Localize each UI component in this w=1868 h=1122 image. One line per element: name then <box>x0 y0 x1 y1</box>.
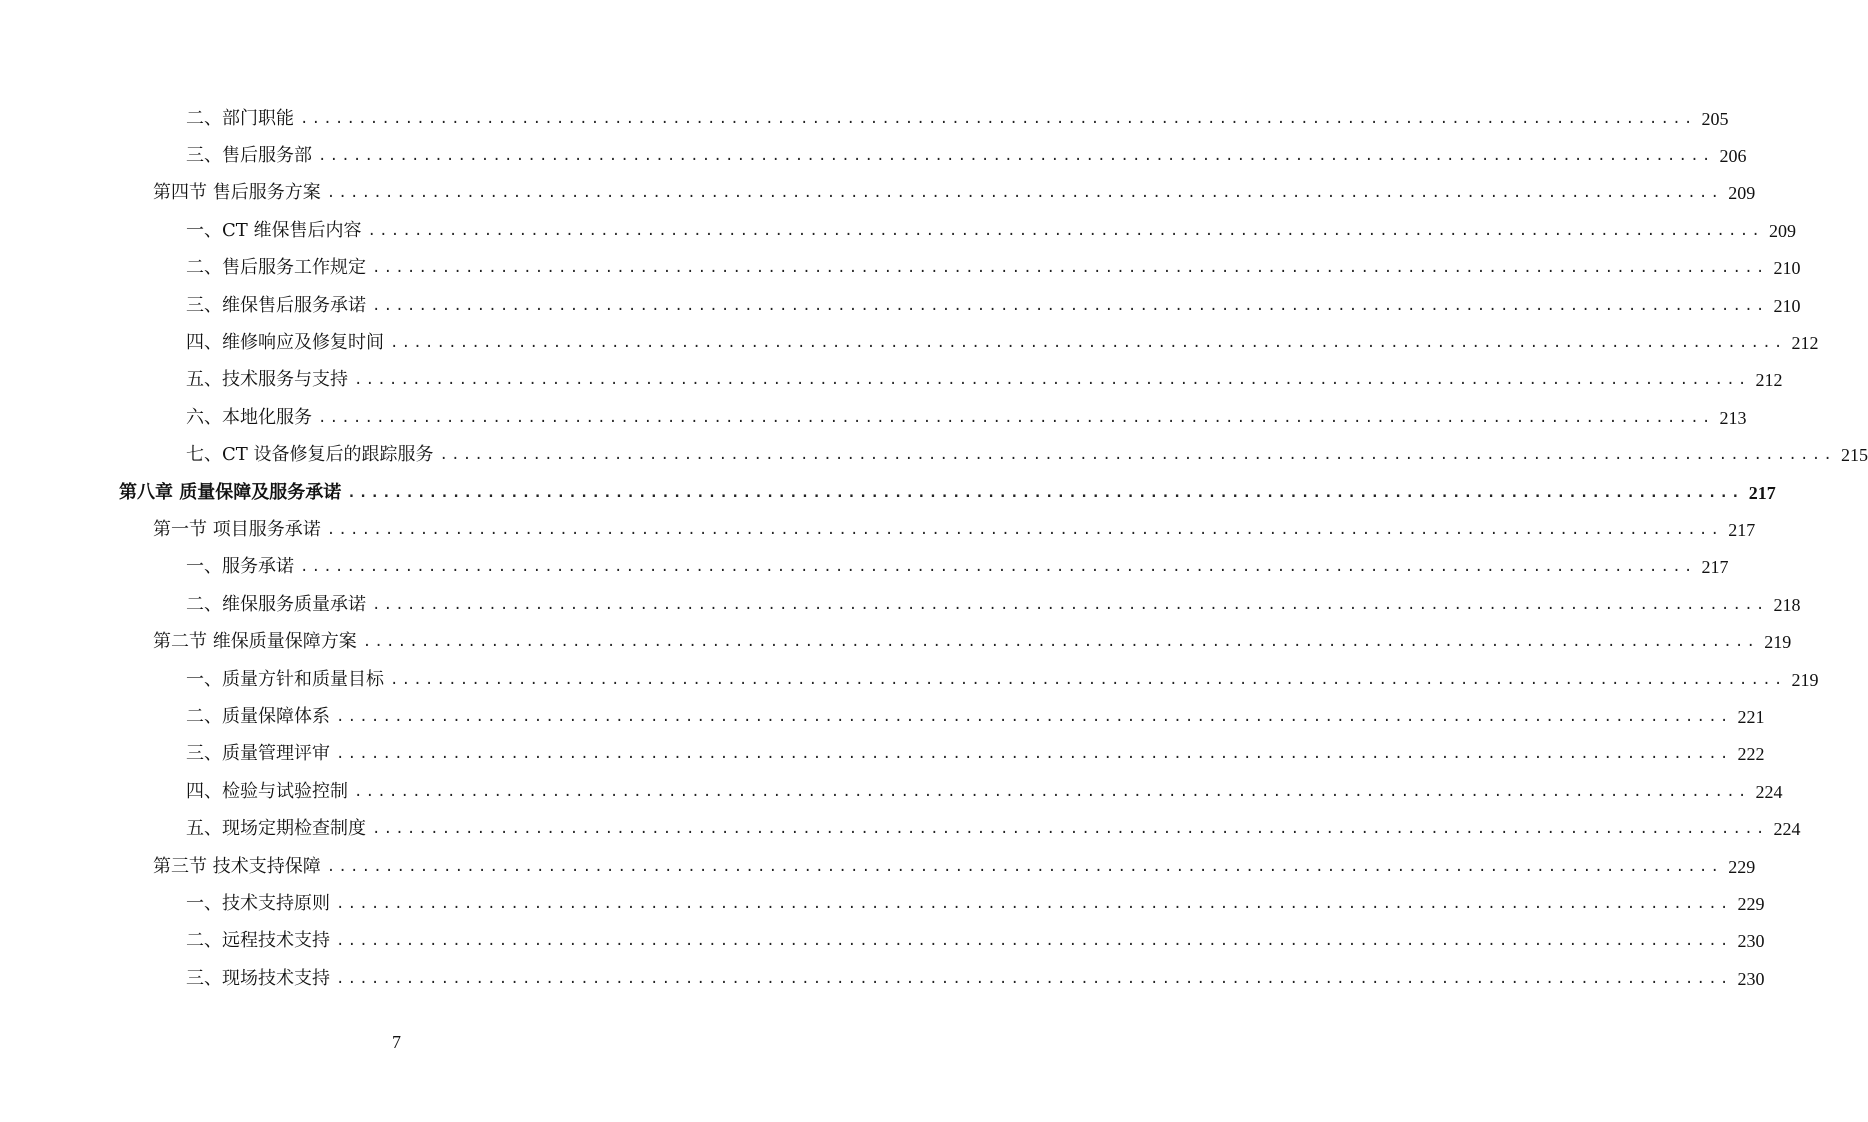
toc-dot-leader: ........................................................................................................................ <box>336 970 1732 987</box>
toc-entry-title: 二、维保服务质量承诺 <box>186 593 366 615</box>
toc-entry-title: 第三节 技术支持保障 <box>153 855 321 877</box>
toc-subsection-entry[interactable] <box>0 661 1819 698</box>
toc-entry-page: 210 <box>1773 258 1801 279</box>
toc-entry-page: 219 <box>1764 632 1792 653</box>
toc-subsection-entry[interactable] <box>0 362 1783 399</box>
toc-subsection-entry[interactable] <box>0 736 1765 773</box>
toc-entry-page: 205 <box>1701 108 1729 129</box>
toc-dot-leader: ........................................................................................................................ <box>347 484 1743 501</box>
toc-entry-title: 六、本地化服务 <box>186 406 312 428</box>
toc-entry-page: 209 <box>1728 183 1756 204</box>
toc-entry-title: 四、检验与试验控制 <box>186 780 348 802</box>
toc-section-entry[interactable] <box>0 848 1756 885</box>
toc-dot-leader: ........................................................................................................................ <box>318 148 1714 165</box>
toc-entry-title: 一、技术支持原则 <box>186 892 330 914</box>
toc-entry-page: 212 <box>1755 370 1783 391</box>
toc-entry-title: 三、现场技术支持 <box>186 967 330 989</box>
toc-entry-page: 206 <box>1719 146 1747 167</box>
toc-entry-page: 229 <box>1728 856 1756 877</box>
toc-entry-page: 219 <box>1791 669 1819 690</box>
toc-subsection-entry[interactable] <box>0 773 1783 810</box>
toc-dot-leader: ........................................................................................................................ <box>354 783 1750 800</box>
toc-dot-leader: ........................................................................................................................ <box>318 409 1714 426</box>
toc-dot-leader: ........................................................................................................................ <box>390 335 1786 352</box>
toc-dot-leader: ........................................................................................................................ <box>326 185 1723 202</box>
toc-section-entry[interactable] <box>0 175 1756 212</box>
toc-entry-page: 229 <box>1737 893 1765 914</box>
toc-entry-page: 230 <box>1737 931 1765 952</box>
toc-subsection-entry[interactable] <box>0 960 1765 997</box>
toc-dot-leader: ........................................................................................................................ <box>336 708 1732 725</box>
toc-entry-title: 三、维保售后服务承诺 <box>186 294 366 316</box>
toc-entry-page: 224 <box>1755 781 1783 802</box>
toc-subsection-entry[interactable] <box>0 923 1765 960</box>
toc-subsection-entry[interactable] <box>0 698 1765 735</box>
toc-dot-leader: ........................................................................................................................ <box>336 895 1732 912</box>
toc-subsection-entry[interactable] <box>0 810 1801 847</box>
toc-subsection-entry[interactable] <box>0 212 1796 249</box>
toc-subsection-entry[interactable] <box>0 137 1747 174</box>
toc-entry-title: 四、维修响应及修复时间 <box>186 332 384 354</box>
toc-section-entry[interactable] <box>0 511 1756 548</box>
toc-dot-leader: ........................................................................................................................ <box>326 521 1723 538</box>
toc-entry-title: 一、质量方针和质量目标 <box>186 668 384 690</box>
toc-dot-leader: ........................................................................................................................ <box>367 222 1763 239</box>
toc-subsection-entry[interactable] <box>0 287 1801 324</box>
toc-dot-leader: ........................................................................................................................ <box>354 372 1750 389</box>
toc-subsection-entry[interactable] <box>0 549 1729 586</box>
toc-section-entry[interactable] <box>0 623 1792 660</box>
toc-entry-title: 一、服务承诺 <box>186 556 294 578</box>
toc-subsection-entry[interactable] <box>0 885 1765 922</box>
toc-dot-leader: ........................................................................................................................ <box>372 260 1768 277</box>
toc-dot-leader: ........................................................................................................................ <box>300 110 1696 127</box>
toc-entry-page: 218 <box>1773 594 1801 615</box>
toc-entry-page: 215 <box>1840 445 1868 466</box>
toc-dot-leader: ........................................................................................................................ <box>372 596 1768 613</box>
toc-entry-title: 二、部门职能 <box>186 107 294 129</box>
toc-entry-title: 二、质量保障体系 <box>186 705 330 727</box>
toc-entry-title: 七、CT 设备修复后的跟踪服务 <box>186 444 434 466</box>
toc-entry-title: 第二节 维保质量保障方案 <box>153 631 357 653</box>
toc-entry-page: 221 <box>1737 706 1765 727</box>
toc-dot-leader: ........................................................................................................................ <box>362 634 1759 651</box>
toc-entry-page: 217 <box>1728 519 1756 540</box>
toc-entry-page: 230 <box>1737 968 1765 989</box>
toc-entry-title: 二、售后服务工作规定 <box>186 257 366 279</box>
page-number: 7 <box>392 1032 401 1052</box>
toc-subsection-entry[interactable] <box>0 586 1801 623</box>
toc-entry-title: 三、质量管理评审 <box>186 743 330 765</box>
toc-entry-page: 212 <box>1791 333 1819 354</box>
toc-dot-leader: ........................................................................................................................ <box>336 746 1732 763</box>
toc-entry-page: 222 <box>1737 744 1765 765</box>
toc-dot-leader: ........................................................................................................................ <box>300 559 1696 576</box>
toc-entry-title: 二、远程技术支持 <box>186 930 330 952</box>
toc-entry-title: 五、技术服务与支持 <box>186 369 348 391</box>
table-of-contents <box>0 100 1868 997</box>
toc-dot-leader: ........................................................................................................................ <box>439 447 1835 464</box>
toc-entry-page: 213 <box>1719 407 1747 428</box>
toc-subsection-entry[interactable] <box>0 437 1868 474</box>
toc-subsection-entry[interactable] <box>0 250 1801 287</box>
toc-dot-leader: ........................................................................................................................ <box>326 858 1723 875</box>
toc-entry-title: 五、现场定期检查制度 <box>186 818 366 840</box>
toc-dot-leader: ........................................................................................................................ <box>372 821 1768 838</box>
toc-chapter-entry[interactable] <box>0 474 1776 511</box>
toc-subsection-entry[interactable] <box>0 399 1747 436</box>
toc-entry-title: 一、CT 维保售后内容 <box>186 219 362 241</box>
toc-entry-title: 三、售后服务部 <box>186 145 312 167</box>
toc-entry-page: 209 <box>1768 220 1796 241</box>
toc-dot-leader: ........................................................................................................................ <box>372 297 1768 314</box>
toc-entry-page: 217 <box>1701 557 1729 578</box>
toc-subsection-entry[interactable] <box>0 100 1729 137</box>
toc-dot-leader: ........................................................................................................................ <box>390 671 1786 688</box>
toc-entry-title: 第一节 项目服务承诺 <box>153 518 321 540</box>
toc-dot-leader: ........................................................................................................................ <box>336 933 1732 950</box>
toc-entry-title: 第四节 售后服务方案 <box>153 182 321 204</box>
toc-entry-title: 第八章 质量保障及服务承诺 <box>119 481 342 503</box>
toc-subsection-entry[interactable] <box>0 324 1819 361</box>
toc-entry-page: 217 <box>1748 482 1776 503</box>
toc-entry-page: 210 <box>1773 295 1801 316</box>
toc-entry-page: 224 <box>1773 819 1801 840</box>
